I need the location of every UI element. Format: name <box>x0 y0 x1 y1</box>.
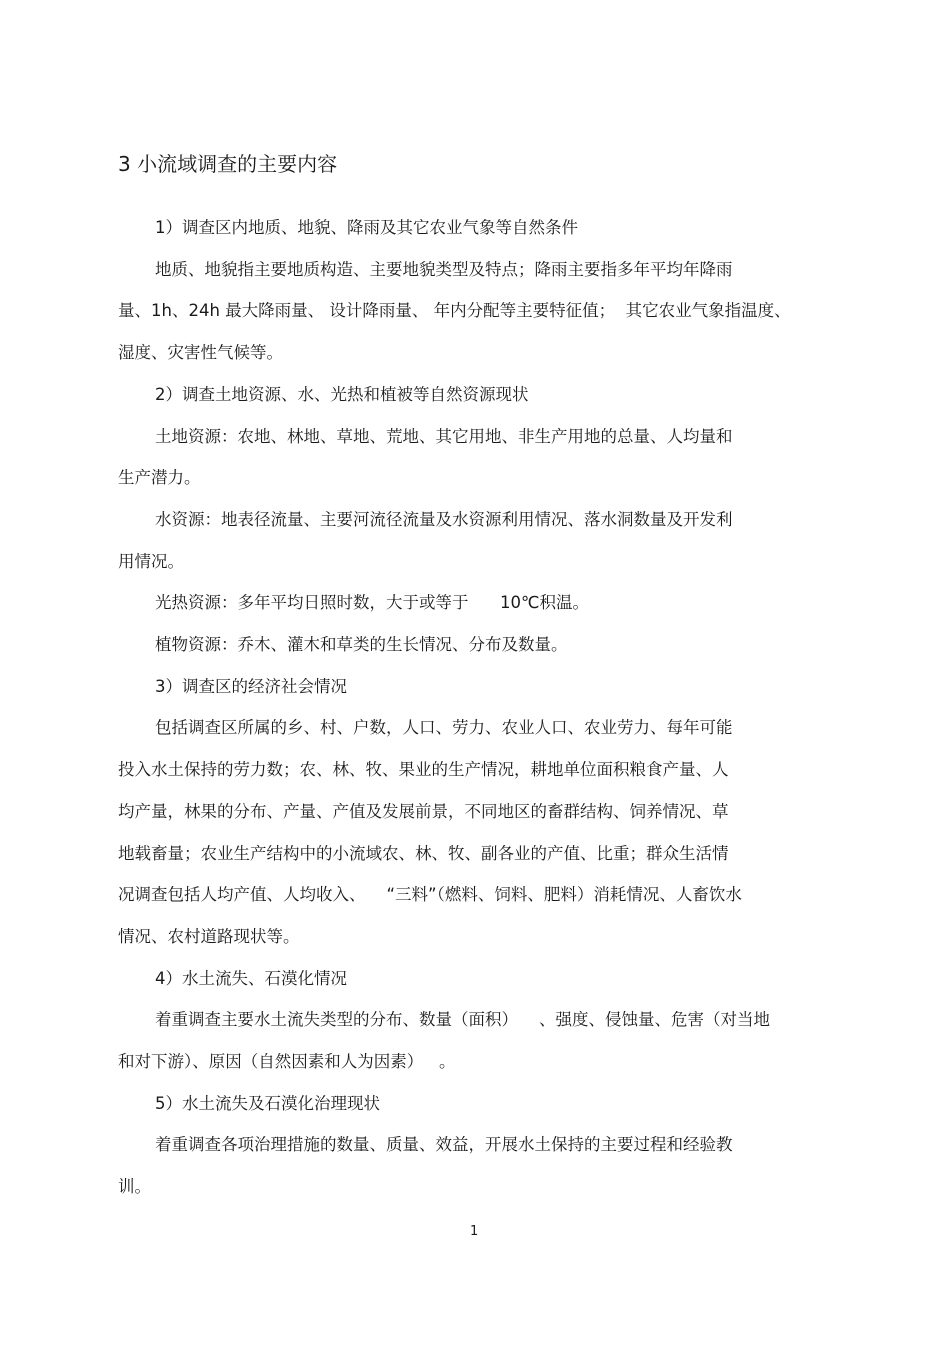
paragraph-line: 投入水土保持的劳力数；农、林、牧、果业的生产情况，耕地单位面积粮食产量、人 <box>118 760 729 779</box>
paragraph-line: 包括调查区所属的乡、村、户数，人口、劳力、农业人口、农业劳力、每年可能 <box>155 718 733 737</box>
paragraph-line: 地质、地貌指主要地质构造、主要地貌类型及特点；降雨主要指多年平均年降雨 <box>155 260 733 279</box>
subheading-1: 1）调查区内地质、地貌、降雨及其它农业气象等自然条件 <box>155 218 578 237</box>
paragraph-line: 量、1h、24h 最大降雨量、 设计降雨量、 年内分配等主要特征值； 其它农业气象指温度、 <box>118 301 791 320</box>
paragraph-line: 土地资源：农地、林地、草地、荒地、其它用地、非生产用地的总量、人均量和 <box>155 427 733 446</box>
section-title: 3 小流域调查的主要内容 <box>118 152 338 176</box>
paragraph-line: 水资源：地表径流量、主要河流径流量及水资源利用情况、落水洞数量及开发利 <box>155 510 733 529</box>
paragraph-line: 况调查包括人均产值、人均收入、 “三料”（燃料、饲料、肥料）消耗情况、人畜饮水 <box>118 885 742 904</box>
paragraph-line: 光热资源：多年平均日照时数，大于或等于 10℃积温。 <box>155 593 589 612</box>
paragraph-line: 训。 <box>118 1177 151 1196</box>
paragraph-line: 生产潜力。 <box>118 468 201 487</box>
paragraph-line: 植物资源：乔木、灌木和草类的生长情况、分布及数量。 <box>155 635 568 654</box>
paragraph-line: 和对下游）、原因（自然因素和人为因素） 。 <box>118 1052 456 1071</box>
page-number: 1 <box>470 1224 479 1239</box>
paragraph-line: 用情况。 <box>118 552 184 571</box>
subheading-5: 5）水土流失及石漠化治理现状 <box>155 1094 380 1113</box>
paragraph-line: 着重调查主要水土流失类型的分布、数量（面积） 、强度、侵蚀量、危害（对当地 <box>155 1010 770 1029</box>
paragraph-line: 均产量，林果的分布、产量、产值及发展前景，不同地区的畜群结构、饲养情况、草 <box>118 802 729 821</box>
paragraph-line: 着重调查各项治理措施的数量、质量、效益，开展水土保持的主要过程和经验教 <box>155 1135 733 1154</box>
paragraph-line: 情况、农村道路现状等。 <box>118 927 300 946</box>
paragraph-line: 湿度、灾害性气候等。 <box>118 343 283 362</box>
subheading-3: 3）调查区的经济社会情况 <box>155 677 347 696</box>
paragraph-line: 地载畜量；农业生产结构中的小流域农、林、牧、副各业的产值、比重；群众生活情 <box>118 844 729 863</box>
subheading-2: 2）调查土地资源、水、光热和植被等自然资源现状 <box>155 385 529 404</box>
subheading-4: 4）水土流失、石漠化情况 <box>155 969 347 988</box>
